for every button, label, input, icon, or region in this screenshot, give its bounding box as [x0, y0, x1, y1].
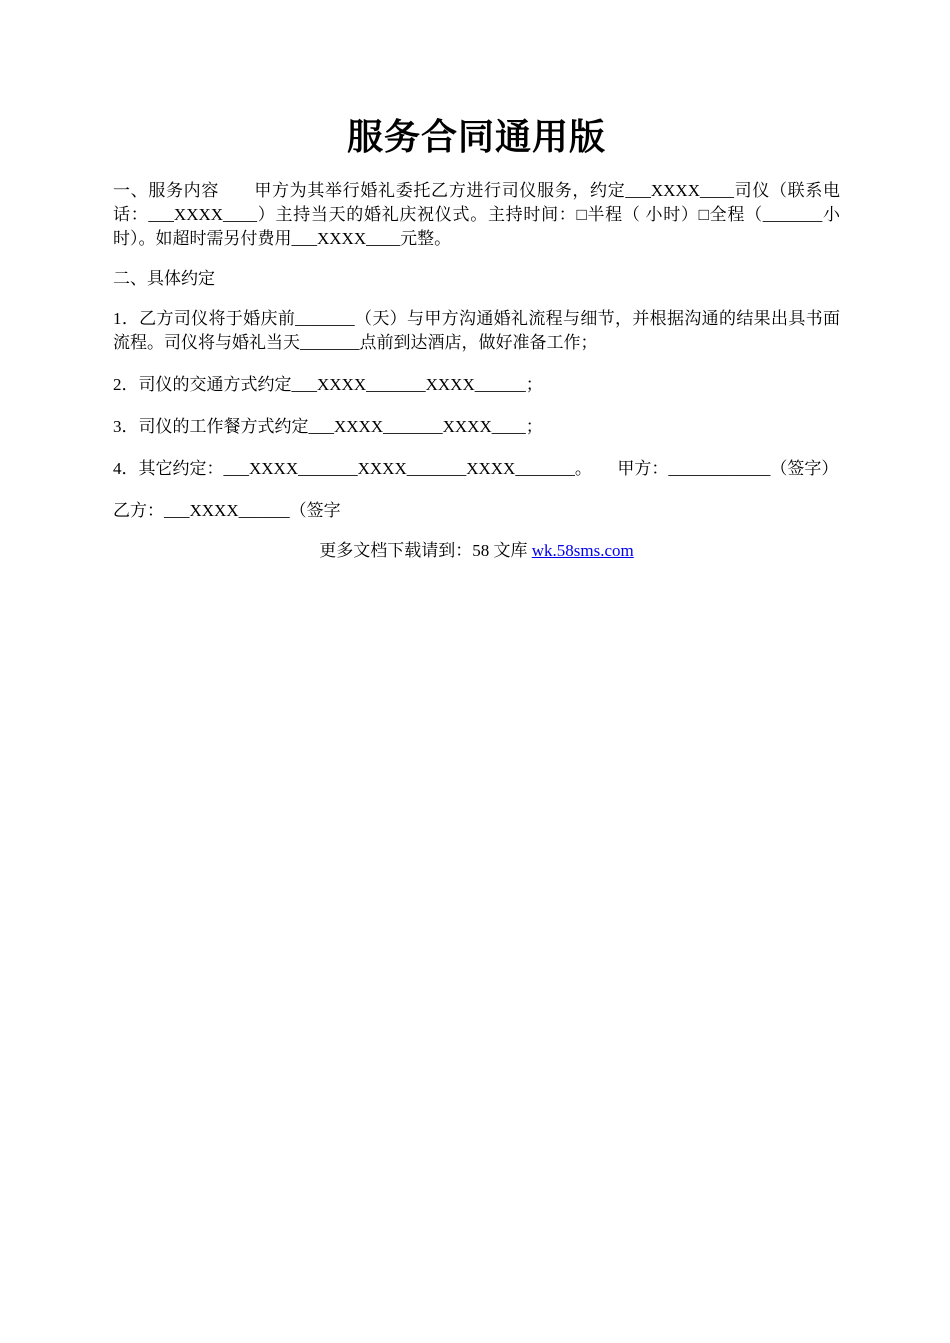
paragraph-service-content: 一、服务内容 甲方为其举行婚礼委托乙方进行司仪服务，约定___XXXX____司仪（联系电话：___XXXX____）主持当天的婚礼庆祝仪式。主持时间：□半程（ 小时）□全程（_______小时）。如超时需另付费用___XXXX____元整。	[113, 181, 840, 248]
party-b-signature: 乙方：___XXXX______（签字	[113, 501, 341, 520]
clause-1: 1．乙方司仪将于婚庆前_______（天）与甲方沟通婚礼流程与细节，并根据沟通的结果出具书面流程。司仪将与婚礼当天_______点前到达酒店，做好准备工作；	[113, 309, 840, 352]
clause-4: 4．其它约定：___XXXX_______XXXX_______XXXX_______。 甲方：____________（签字）	[113, 459, 839, 478]
document-page	[0, 113, 950, 1343]
section-heading-specific-terms: 二、具体约定	[113, 269, 215, 288]
clause-2: 2．司仪的交通方式约定___XXXX_______XXXX______；	[113, 375, 543, 394]
document-title: 服务合同通用版	[346, 117, 606, 157]
footer-link[interactable]: wk.58sms.com	[531, 541, 634, 560]
footer	[113, 539, 840, 563]
clause-3: 3．司仪的工作餐方式约定___XXXX_______XXXX____；	[113, 417, 543, 436]
footer-text: 更多文档下载请到：58 文库	[319, 541, 532, 560]
